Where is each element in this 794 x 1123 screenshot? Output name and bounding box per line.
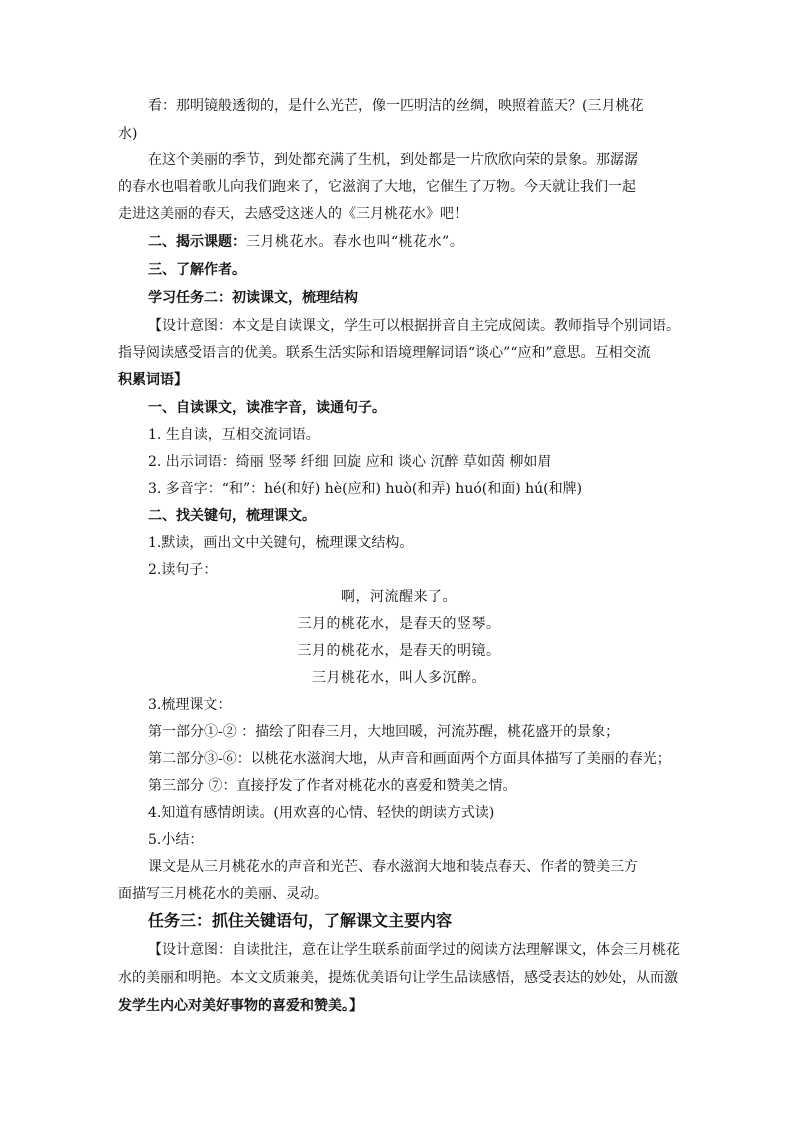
list-item: 2.读句子： [148, 562, 218, 578]
task-two-heading: 学习任务二：初读课文，梳理结构 [148, 290, 358, 306]
intro-paragraph-line: 在这个美丽的季节，到处都充满了生机，到处都是一片欣欣向荣的景象。那潺潺 [148, 152, 638, 168]
section-heading: 二、找关键句，梳理课文。 [148, 508, 316, 524]
poem-line: 啊，河流醒来了。 [341, 589, 457, 605]
reveal-topic-heading: 二、揭示课题： [148, 234, 246, 250]
design-intent-line: 指导阅读感受语言的优美。联系生活实际和语境理解词语“谈心”“应和”意思。互相交流 [118, 345, 651, 361]
reveal-topic-text: 三月桃花水。春水也叫“桃花水”。 [246, 234, 465, 250]
design-intent-line: 【设计意图：本文是自读课文，学生可以根据拼音自主完成阅读。教师指导个别词语。 [148, 318, 680, 334]
intro-paragraph-line: 看：那明镜般透彻的，是什么光芒，像一匹明洁的丝绸，映照着蓝天？(三月桃花 [148, 98, 644, 114]
author-heading: 三、了解作者。 [148, 262, 246, 278]
list-item: 3. 多音字：“和”：hé(和好) hè(应和) huò(和弄) huó(和面) hú(和牌) [148, 481, 583, 497]
list-item: 4.知道有感情朗读。(用欢喜的心情、轻快的朗读方式读) [148, 805, 495, 821]
intro-paragraph-line: 水) [118, 126, 138, 142]
list-item: 3.梳理课文： [148, 697, 232, 713]
task-three-heading: 任务三：抓住关键语句，了解课文主要内容 [148, 911, 453, 930]
list-item: 5.小结： [148, 832, 204, 848]
design-intent-line: 【设计意图：自读批注，意在让学生联系前面学过的阅读方法理解课文，体会三月桃花 [148, 942, 680, 958]
poem-line: 三月桃花水，叫人多沉醉。 [312, 670, 486, 686]
reveal-topic [148, 232, 464, 252]
structure-part: 第一部分①-② ：描绘了阳春三月，大地回暖，河流苏醒，桃花盛开的景象； [148, 724, 620, 740]
design-intent-line: 发学生内心对美好事物的喜爱和赞美。】 [118, 998, 363, 1014]
section-heading: 一、自读课文，读准字音，读通句子。 [148, 400, 386, 416]
list-item: 1. 生自读，互相交流词语。 [148, 427, 320, 443]
list-item: 1.默读，画出文中关键句，梳理课文结构。 [148, 535, 414, 551]
summary-line: 面描写三月桃花水的美丽、灵动。 [118, 886, 328, 902]
poem-line: 三月的桃花水，是春天的明镜。 [297, 643, 501, 659]
intro-paragraph-line: 的春水也唱着歌儿向我们跑来了，它滋润了大地，它催生了万物。今天就让我们一起 [118, 179, 636, 195]
structure-part: 第二部分③-⑥：以桃花水滋润大地，从声音和画面两个方面具体描写了美丽的春光； [148, 751, 671, 767]
list-item: 2. 出示词语：绮丽 竖琴 纤细 回旋 应和 谈心 沉醉 草如茵 柳如眉 [148, 454, 552, 470]
intro-paragraph-line: 走进这美丽的春天，去感受这迷人的《三月桃花水》吧！ [118, 206, 468, 222]
design-intent-line: 积累词语】 [118, 372, 188, 388]
summary-line: 课文是从三月桃花水的声音和光芒、春水滋润大地和装点春天、作者的赞美三方 [148, 859, 638, 875]
structure-part: 第三部分 ⑦：直接抒发了作者对桃花水的喜爱和赞美之情。 [148, 778, 517, 794]
poem-line: 三月的桃花水，是春天的竖琴。 [297, 616, 501, 632]
design-intent-line: 水的美丽和明艳。本文文质兼美，提炼优美语句让学生品读感悟，感受表达的妙处，从而激 [118, 970, 678, 986]
